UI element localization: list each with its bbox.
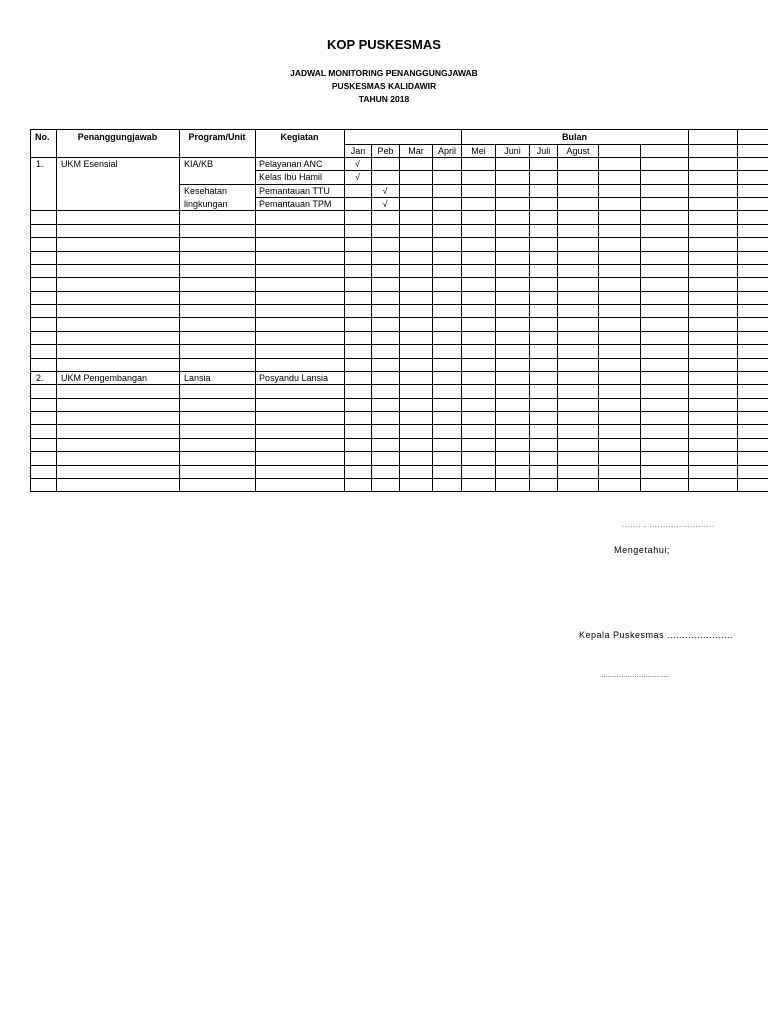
table-rule: [30, 344, 768, 345]
month-header-juli: Juli: [536, 146, 551, 156]
table-rule: [255, 197, 768, 198]
entry-program: Lansia: [184, 373, 211, 383]
table-rule: [30, 291, 768, 292]
table-rule: [30, 129, 31, 492]
month-header-mei: Mei: [471, 146, 486, 156]
table-rule: [399, 144, 400, 492]
table-rule: [30, 358, 768, 359]
table-rule: [30, 491, 768, 492]
table-rule: [30, 411, 768, 412]
entry-kegiatan: Pemantauan TPM: [259, 199, 332, 209]
check-mark: √: [382, 186, 388, 196]
table-rule: [30, 157, 768, 158]
header-no: No.: [35, 132, 50, 142]
table-rule: [255, 170, 768, 171]
entry-penanggungjawab: UKM Esensial: [61, 159, 118, 169]
entry-kegiatan: Pemantauan TTU: [259, 186, 330, 196]
mengetahui-label: Mengetahui;: [614, 545, 671, 555]
table-rule: [179, 129, 180, 492]
puskesmas-name: PUSKESMAS KALIDAWIR: [331, 81, 437, 91]
table-rule: [344, 129, 345, 492]
date-line: ........, ........................: [622, 520, 715, 529]
schedule-title: JADWAL MONITORING PENANGGUNGJAWAB: [290, 68, 478, 78]
entry-kegiatan: Posyandu Lansia: [259, 373, 329, 383]
check-mark: √: [382, 199, 388, 209]
month-header-agust: Agust: [566, 146, 590, 156]
check-mark: √: [355, 159, 360, 169]
entry-program: Kesehatan: [184, 186, 228, 196]
table-rule: [56, 129, 57, 492]
table-rule: [688, 129, 689, 492]
month-header-jan: Jan: [350, 146, 366, 156]
table-rule: [344, 144, 768, 145]
table-rule: [30, 384, 768, 385]
table-rule: [557, 144, 558, 492]
table-rule: [30, 277, 768, 278]
table-rule: [30, 478, 768, 479]
table-rule: [598, 144, 599, 492]
entry-no: 1.: [36, 159, 44, 169]
table-rule: [30, 251, 768, 252]
header-program-unit: Program/Unit: [188, 132, 246, 142]
month-header-mar: Mar: [408, 146, 424, 156]
table-rule: [529, 144, 530, 492]
table-rule: [30, 424, 768, 425]
entry-no: 2.: [36, 373, 44, 383]
table-rule: [30, 317, 768, 318]
kepala-puskesmas-label: Kepala Puskesmas ......................: [579, 630, 734, 640]
check-mark: √: [355, 172, 360, 182]
entry-kegiatan: Kelas Ibu Hamil: [259, 172, 323, 182]
table-rule: [371, 144, 372, 492]
table-rule: [30, 224, 768, 225]
table-rule: [30, 438, 768, 439]
month-header-peb: Peb: [377, 146, 394, 156]
header-kegiatan: Kegiatan: [280, 132, 319, 142]
table-rule: [640, 144, 641, 492]
table-rule: [30, 371, 768, 372]
month-header-juni: Juni: [504, 146, 521, 156]
table-rule: [30, 129, 768, 130]
header-bulan: Bulan: [561, 132, 587, 142]
table-rule: [30, 398, 768, 399]
table-rule: [179, 184, 255, 185]
table-rule: [30, 451, 768, 452]
signature-line: ...............................: [601, 670, 670, 679]
table-rule: [737, 129, 738, 492]
kop-title: KOP PUSKESMAS: [327, 37, 441, 52]
table-rule: [30, 304, 768, 305]
table-rule: [30, 331, 768, 332]
entry-kegiatan: Pelayanan ANC: [259, 159, 323, 169]
table-rule: [255, 129, 256, 492]
year-label: TAHUN 2018: [358, 94, 410, 104]
entry-program: KIA/KB: [184, 159, 214, 169]
table-rule: [30, 465, 768, 466]
table-rule: [30, 264, 768, 265]
entry-program: lingkungan: [184, 199, 228, 209]
table-rule: [30, 237, 768, 238]
entry-penanggungjawab: UKM Pengembangan: [61, 373, 148, 383]
table-rule: [461, 129, 462, 492]
month-header-april: April: [437, 146, 456, 156]
header-penanggungjawab: Penanggungjawab: [77, 132, 158, 142]
table-rule: [255, 184, 768, 185]
table-rule: [495, 144, 496, 492]
table-rule: [30, 210, 768, 211]
table-rule: [432, 144, 433, 492]
